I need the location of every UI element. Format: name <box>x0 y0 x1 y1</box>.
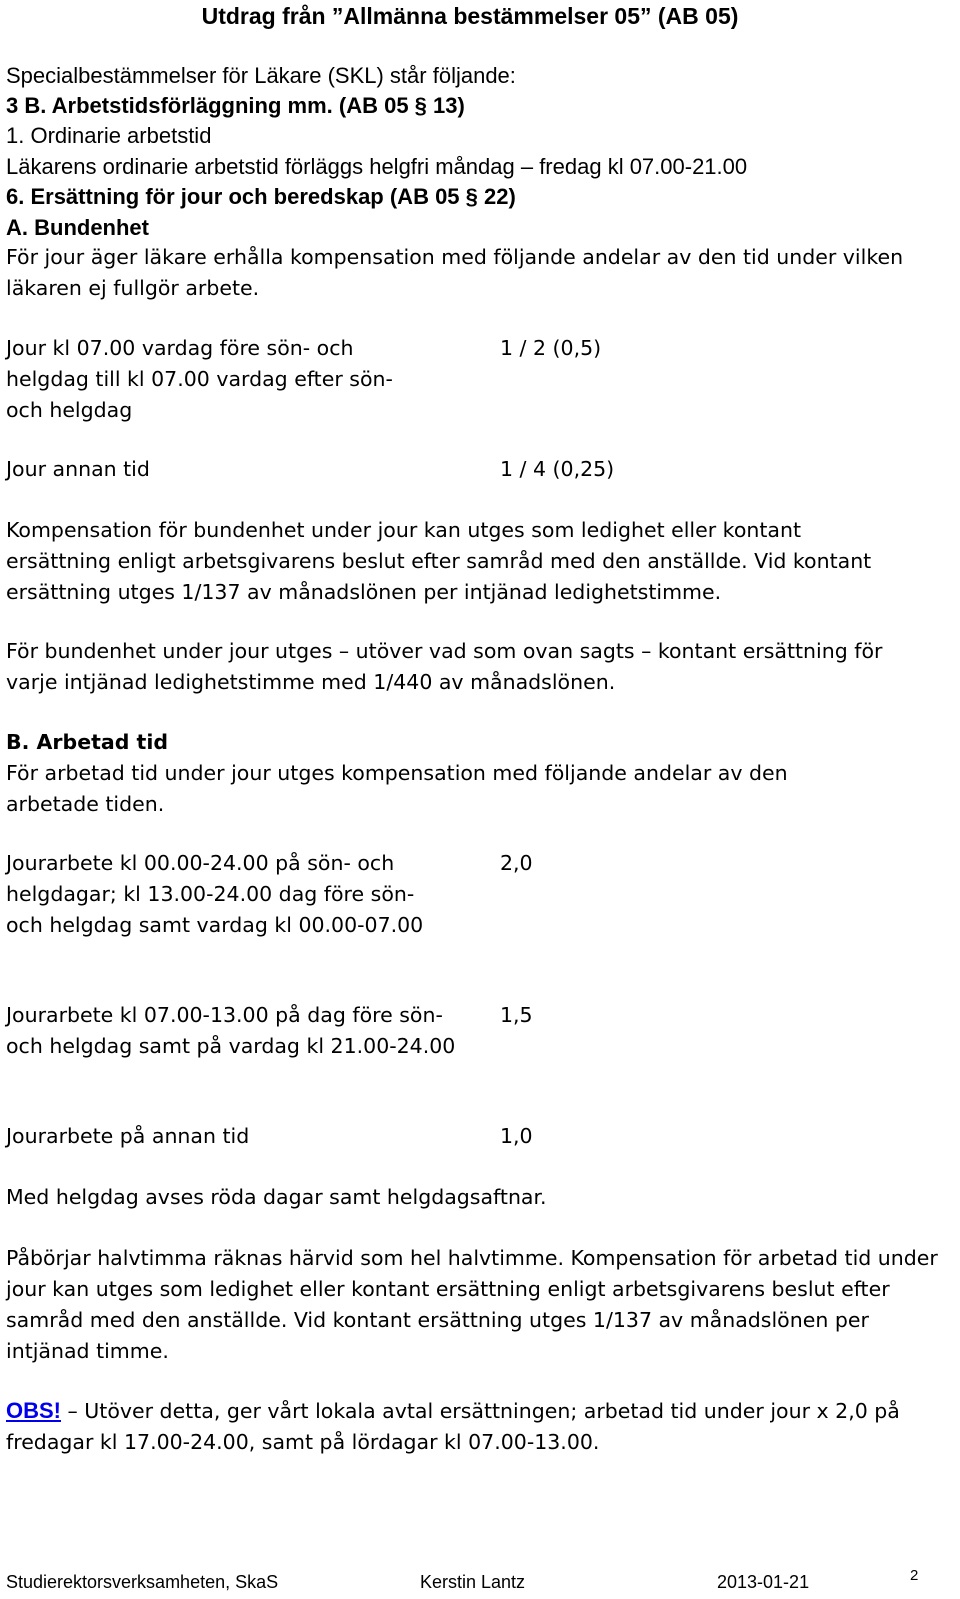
obs-link[interactable]: OBS! <box>6 1398 61 1423</box>
a-table-row-2-label: Jour annan tid <box>6 457 150 481</box>
b-table-row-2-value: 1,5 <box>500 1003 533 1027</box>
footer-date: 2013-01-21 <box>717 1572 810 1592</box>
ordinarie-text: Läkarens ordinarie arbetstid förläggs helgfri måndag – fredag kl 07.00-21.00 <box>6 154 748 179</box>
arbetad-tid-paragraph: Påbörjar halvtimma räknas härvid som hel halvtimme. Kompensation för arbetad tid under jour kan utges som ledighet eller kontant ersättning enligt arbetsgivarens beslut efter samråd med den anställde. Vid kontant ersättning utges 1/137 av månadslönen per intjänad timme. <box>6 1246 938 1363</box>
b-table-row-1-value: 2,0 <box>500 851 533 875</box>
bundenhet-paragraph-2: För bundenhet under jour utges – utöver vad som ovan sagts – kontant ersättning för varje intjänad ledighetstimme med 1/440 av månadslönen. <box>6 639 883 694</box>
a-table-row-1-value: 1 / 2 (0,5) <box>500 336 602 360</box>
b-table-row-3-value: 1,0 <box>500 1124 533 1148</box>
arbetad-tid-heading: B. Arbetad tid <box>6 730 169 754</box>
helgdag-note: Med helgdag avses röda dagar samt helgdagsaftnar. <box>6 1185 547 1209</box>
footer-organization: Studierektorsverksamheten, SkaS <box>6 1572 279 1592</box>
a-table-row-2-value: 1 / 4 (0,25) <box>500 457 615 481</box>
b-table-row-1-label: Jourarbete kl 00.00-24.00 på sön- och helgdagar; kl 13.00-24.00 dag före sön- och helgdag samt vardag kl 00.00-07.00 <box>6 851 424 937</box>
ordinarie-heading: 1. Ordinarie arbetstid <box>6 123 212 148</box>
b-table-row-2-label: Jourarbete kl 07.00-13.00 på dag före sön- och helgdag samt på vardag kl 21.00-24.00 <box>6 1003 456 1058</box>
obs-paragraph <box>6 1395 951 1458</box>
bundenhet-heading: A. Bundenhet <box>6 215 149 240</box>
footer-author: Kerstin Lantz <box>420 1572 526 1592</box>
obs-text: – Utöver detta, ger vårt lokala avtal ersättningen; arbetad tid under jour x 2,0 på fredagar kl 17.00-24.00, samt på lördagar kl 07.00-13.00. <box>6 1399 900 1454</box>
intro-text: Specialbestämmelser för Läkare (SKL) står följande: <box>6 63 516 88</box>
document-title: Utdrag från ”Allmänna bestämmelser 05” (AB 05) <box>201 3 739 29</box>
section-3-heading: 3 B. Arbetstidsförläggning mm. (AB 05 § 13) <box>6 93 465 118</box>
bundenhet-paragraph-1: Kompensation för bundenhet under jour kan utges som ledighet eller kontant ersättning enligt arbetsgivarens beslut efter samråd med den anställde. Vid kontant ersättning utges 1/137 av månadslönen per intjänad ledighetstimme. <box>6 518 872 604</box>
bundenhet-text: För jour äger läkare erhålla kompensation med följande andelar av den tid under vilken läkaren ej fullgör arbete. <box>6 245 904 300</box>
page-number: 2 <box>910 1567 919 1584</box>
a-table-row-1-label: Jour kl 07.00 vardag före sön- och helgdag till kl 07.00 vardag efter sön- och helgdag <box>6 336 393 422</box>
arbetad-tid-text: För arbetad tid under jour utges kompensation med följande andelar av den arbetade tiden. <box>6 761 788 816</box>
b-table-row-3-label: Jourarbete på annan tid <box>6 1124 250 1148</box>
section-6-heading: 6. Ersättning för jour och beredskap (AB 05 § 22) <box>6 184 516 209</box>
